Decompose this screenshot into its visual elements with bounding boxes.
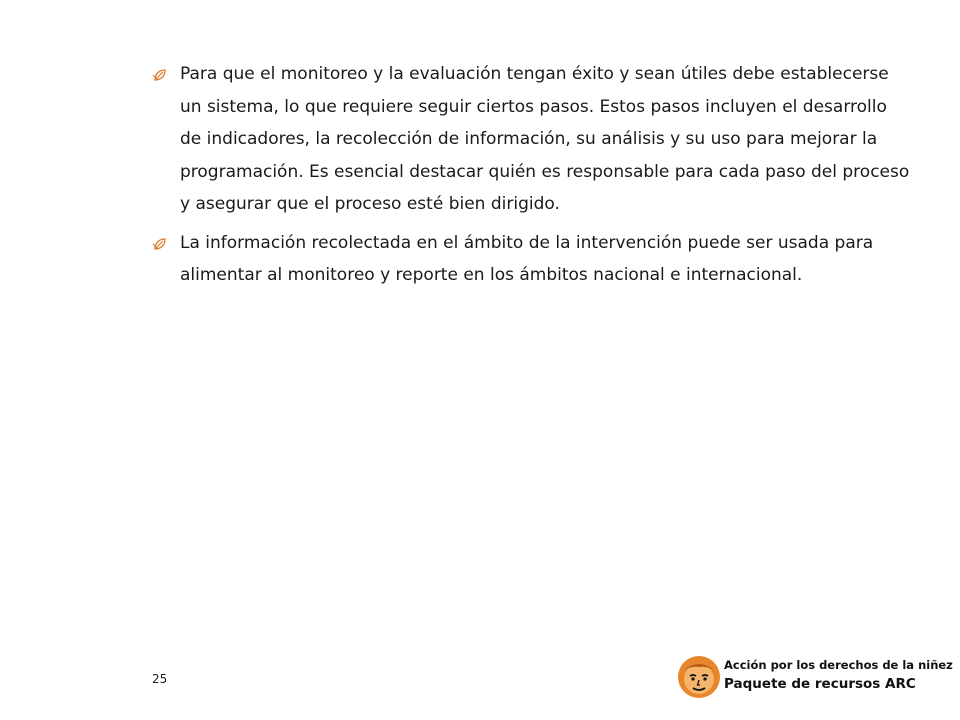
- logo-title: Paquete de recursos ARC: [724, 676, 916, 692]
- bullet-text: La información recolectada en el ámbito de la intervención puede ser usada para alimentar al monitoreo y reporte en los ámbitos nacional e internacional.: [180, 232, 874, 285]
- arc-logo: [676, 654, 953, 704]
- logo-tagline: Acción por los derechos de la niñez: [724, 658, 953, 672]
- bullet-text: Para que el monitoreo y la evaluación tengan éxito y sean útiles debe establecerse un sistema, lo que requiere seguir ciertos pasos. Estos pasos incluyen el desarrollo de indicadores, la recolección de información, su análisis y su uso para mejorar la programación. Es esencial destacar quién es responsable para cada paso del proceso y asegurar que el proceso esté bien dirigido.: [180, 64, 910, 214]
- child-face-logo-icon: [676, 654, 722, 700]
- list-item: [152, 58, 912, 221]
- leaf-bullet-icon: [152, 67, 168, 83]
- leaf-bullet-icon: [152, 236, 168, 252]
- page-number: 25: [152, 672, 168, 686]
- bullet-list: [152, 58, 912, 298]
- list-item: [152, 227, 912, 292]
